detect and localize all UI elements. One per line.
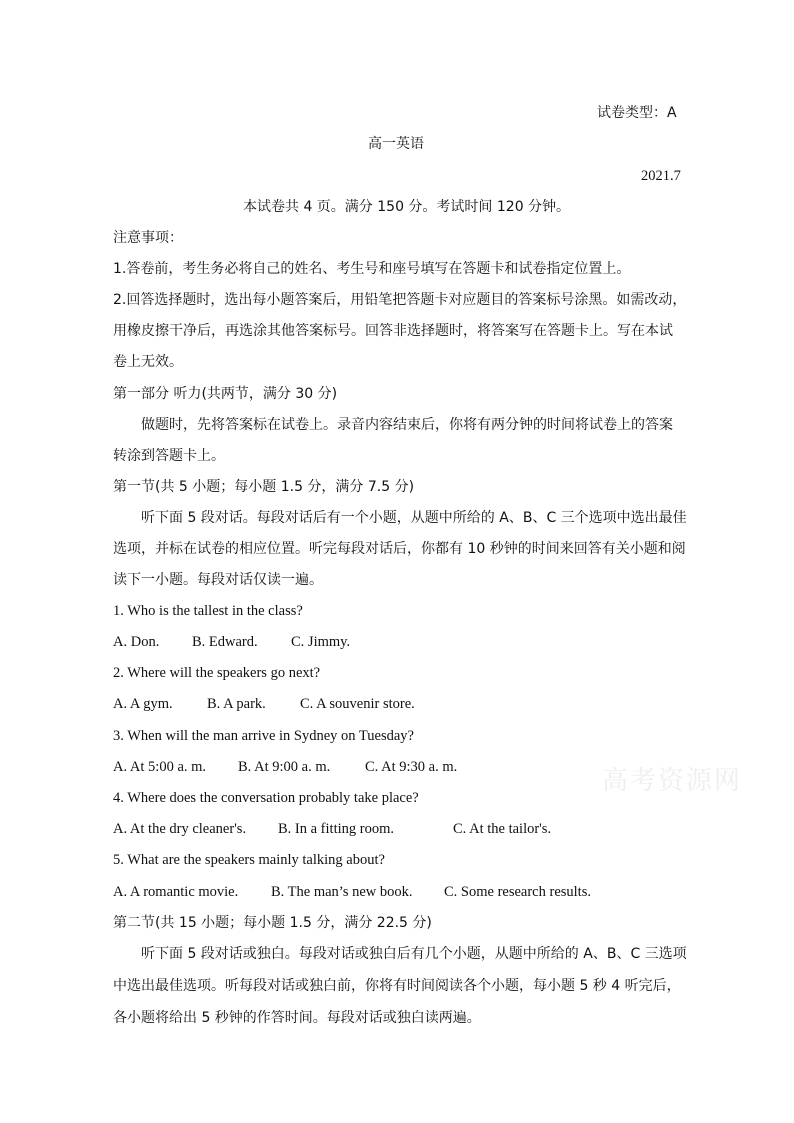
question-2: 2. Where will the speakers go next? [113, 665, 321, 681]
question-3-option-b: B. At 9:00 a. m. [238, 759, 331, 775]
section1-heading: 第一节(共 5 小题；每小题 1.5 分，满分 7.5 分) [113, 479, 415, 495]
question-2-option-b: B. A park. [207, 696, 266, 712]
question-4: 4. Where does the conversation probably take place? [113, 790, 419, 806]
section2-intro-line-3: 各小题将给出 5 秒钟的作答时间。每段对话或独白读两遍。 [113, 1010, 481, 1026]
section2-heading: 第二节(共 15 小题；每小题 1.5 分，满分 22.5 分) [113, 915, 432, 931]
question-5: 5. What are the speakers mainly talking about? [113, 852, 385, 868]
exam-info: 本试卷共 4 页。满分 150 分。考试时间 120 分钟。 [243, 199, 571, 215]
question-4-option-c: C. At the tailor's. [453, 821, 552, 837]
section2-intro-line-1: 听下面 5 段对话或独白。每段对话或独白后有几个小题，从题中所给的 A、B、C 三选项 [141, 946, 687, 962]
notes-item-1: 1.答卷前，考生务必将自己的姓名、考生号和座号填写在答题卡和试卷指定位置上。 [113, 261, 631, 277]
notes-heading: 注意事项： [113, 230, 183, 246]
question-5-option-b: B. The man’s new book. [271, 884, 413, 900]
part1-heading: 第一部分 听力(共两节，满分 30 分) [113, 386, 338, 402]
notes-item-2-line-1: 2.回答选择题时，选出每小题答案后，用铅笔把答题卡对应题目的答案标号涂黑。如需改动， [113, 292, 687, 308]
notes-item-2-line-3: 卷上无效。 [113, 354, 183, 370]
section1-intro-line-2: 选项，并标在试卷的相应位置。听完每段对话后，你都有 10 秒钟的时间来回答有关小题和阅 [113, 541, 686, 557]
watermark: 高考资源网 [602, 766, 743, 796]
paper-type: 试卷类型：A [597, 105, 677, 121]
question-1-option-c: C. Jimmy. [291, 634, 351, 650]
exam-date: 2021.7 [641, 168, 681, 184]
question-4-option-a: A. At the dry cleaner's. [113, 821, 247, 837]
notes-item-2-line-2: 用橡皮擦干净后，再选涂其他答案标号。回答非选择题时，将答案写在答题卡上。写在本试 [113, 323, 673, 339]
question-1: 1. Who is the tallest in the class? [113, 603, 303, 619]
section1-intro-line-3: 读下一小题。每段对话仅读一遍。 [113, 572, 323, 588]
question-2-option-c: C. A souvenir store. [300, 696, 415, 712]
question-2-option-a: A. A gym. [113, 696, 173, 712]
page-title: 高一英语 [368, 136, 424, 152]
question-3-option-a: A. At 5:00 a. m. [113, 759, 207, 775]
question-3-option-c: C. At 9:30 a. m. [365, 759, 458, 775]
part1-intro-line-2: 转涂到答题卡上。 [113, 448, 225, 464]
question-3: 3. When will the man arrive in Sydney on Tuesday? [113, 728, 414, 744]
part1-intro-line-1: 做题时，先将答案标在试卷上。录音内容结束后，你将有两分钟的时间将试卷上的答案 [141, 417, 673, 433]
question-1-option-b: B. Edward. [192, 634, 258, 650]
question-1-option-a: A. Don. [113, 634, 160, 650]
question-5-option-c: C. Some research results. [444, 884, 591, 900]
question-5-option-a: A. A romantic movie. [113, 884, 239, 900]
question-4-option-b: B. In a fitting room. [278, 821, 394, 837]
section2-intro-line-2: 中选出最佳选项。听每段对话或独白前，你将有时间阅读各个小题，每小题 5 秒 4 听完后， [113, 978, 681, 994]
section1-intro-line-1: 听下面 5 段对话。每段对话后有一个小题，从题中所给的 A、B、C 三个选项中选出最佳 [141, 510, 687, 526]
